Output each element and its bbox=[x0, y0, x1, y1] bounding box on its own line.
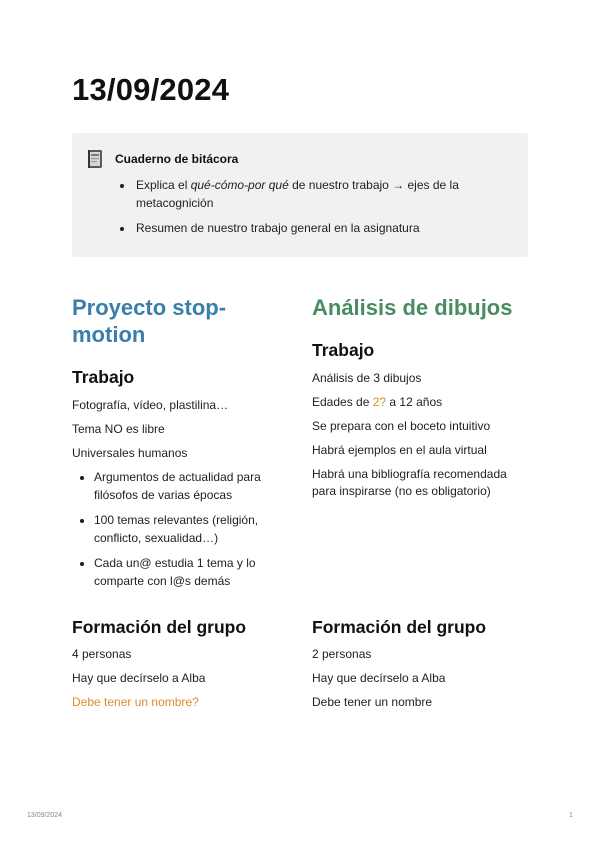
callout-item: Resumen de nuestro trabajo general en la asignatura bbox=[117, 220, 507, 238]
text-line: Se prepara con el boceto intuitivo bbox=[312, 419, 491, 433]
text-line: Análisis de 3 dibujos bbox=[312, 371, 422, 385]
subheading-trabajo-left: Trabajo bbox=[72, 367, 135, 387]
highlighted-age: 2? bbox=[372, 395, 387, 409]
subheading-grupo-right: Formación del grupo bbox=[312, 617, 487, 637]
topics-list bbox=[72, 469, 282, 598]
text-line: 2 personas bbox=[312, 647, 372, 661]
text-line: Hay que decírselo a Alba bbox=[72, 671, 206, 685]
page-title: 13/09/2024 bbox=[72, 72, 230, 107]
section-heading-analisis: Análisis de dibujos bbox=[312, 295, 513, 320]
text-line: Debe tener un nombre bbox=[312, 695, 433, 709]
text-line: Universales humanos bbox=[72, 446, 188, 460]
callout-title: Cuaderno de bitácora bbox=[115, 152, 239, 166]
callout-box bbox=[72, 133, 528, 257]
text-line: 4 personas bbox=[72, 647, 132, 661]
callout-item: Explica el qué-cómo-por qué de nuestro trabajo → ejes de la metacognición bbox=[117, 177, 507, 212]
column-stop-motion bbox=[72, 294, 298, 348]
list-item: Cada un@ estudia 1 tema y lo comparte con l@s demás bbox=[72, 555, 282, 590]
page-number: 1 bbox=[569, 812, 573, 819]
notebook-icon bbox=[86, 149, 104, 169]
text-line: Tema NO es libre bbox=[72, 422, 165, 436]
column-analisis-dibujos bbox=[312, 294, 538, 321]
text-line: Fotografía, vídeo, plastilina… bbox=[72, 398, 229, 412]
highlighted-text-line: Debe tener un nombre? bbox=[72, 695, 199, 709]
list-item: Argumentos de actualidad para filósofos de varias épocas bbox=[72, 469, 282, 504]
callout-list bbox=[117, 177, 507, 246]
text-line: Habrá una bibliografía recomendada para inspirarse (no es obligatorio) bbox=[312, 467, 507, 498]
text-line: Habrá ejemplos en el aula virtual bbox=[312, 443, 487, 457]
text-line: Hay que decírselo a Alba bbox=[312, 671, 446, 685]
callout-header bbox=[86, 149, 238, 169]
text-line-edades: Edades de 2? a 12 años bbox=[312, 395, 443, 409]
list-item: 100 temas relevantes (religión, conflicto, sexualidad…) bbox=[72, 512, 282, 547]
footer-date: 13/09/2024 bbox=[27, 812, 63, 819]
subheading-grupo-left: Formación del grupo bbox=[72, 617, 247, 637]
subheading-trabajo-right: Trabajo bbox=[312, 340, 375, 360]
section-heading-stop-motion: Proyecto stop-motion bbox=[72, 295, 227, 347]
